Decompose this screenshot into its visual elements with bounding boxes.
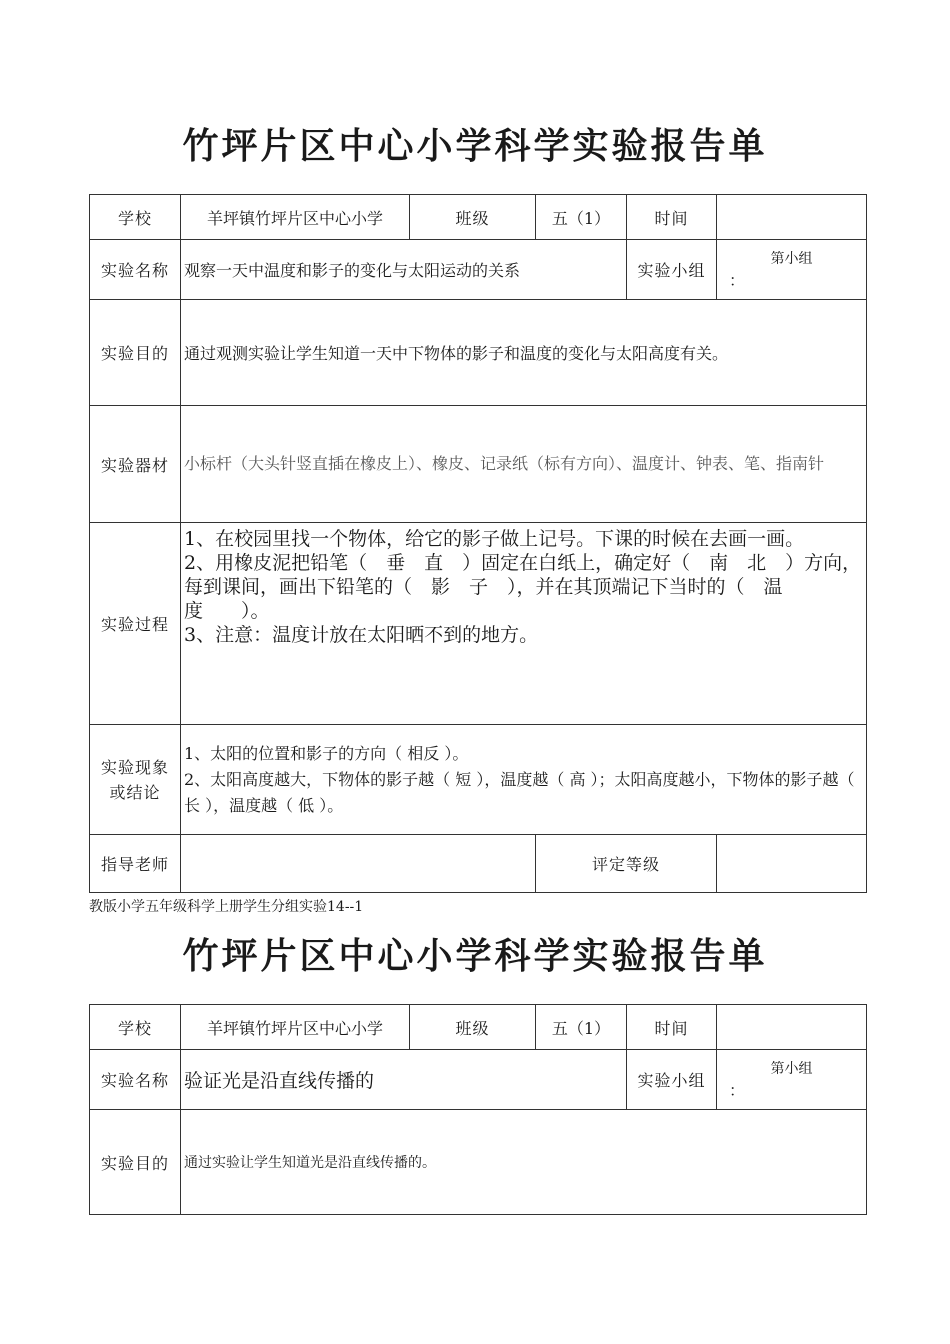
observation-content: [181, 725, 867, 835]
class-label: 班级: [410, 195, 536, 240]
observation-line-2: 2、太阳高度越大，下物体的影子越（ 短 ），温度越（ 高 ）；太阳高度越小，下物体的影子越（ 长 ），温度越（ 低 ）。: [184, 769, 855, 815]
materials-value: 小标杆（大头针竖直插在橡皮上）、橡皮、记录纸（标有方向）、温度计、钟表、笔、指南针: [181, 406, 867, 523]
teacher-label: 指导老师: [90, 835, 181, 893]
report-title: 竹坪片区中心小学科学实验报告单: [182, 125, 768, 167]
group-colon: ：: [729, 271, 746, 290]
experiment-name-value: 验证光是沿直线传播的: [181, 1050, 627, 1110]
group-number-text: 第小组: [770, 251, 813, 267]
report-table-2: [89, 1004, 867, 1215]
process-step-3: 3、注意：温度计放在太阳晒不到的地方。: [184, 624, 539, 646]
grade-label: 评定等级: [536, 835, 717, 893]
report-table: [89, 194, 867, 893]
experiment-name-label: 实验名称: [90, 1050, 181, 1110]
process-step-2: 2、用橡皮泥把铅笔（ 垂 直 ）固定在白纸上，确定好（ 南 北 ）方向，每到课间，画出下铅笔的（ 影 子 ），并在其顶端记下当时的（ 温 度 ）。: [184, 552, 862, 622]
grade-value: [717, 835, 867, 893]
group-value: [717, 1050, 867, 1110]
group-label: 实验小组: [627, 1050, 717, 1110]
materials-label: 实验器材: [90, 406, 181, 523]
teacher-value: [181, 835, 536, 893]
process-label: 实验过程: [90, 523, 181, 725]
school-label: 学校: [90, 195, 181, 240]
school-value: 羊坪镇竹坪片区中心小学: [181, 195, 410, 240]
report-title-2: 竹坪片区中心小学科学实验报告单: [182, 935, 768, 977]
group-number-text: 第小组: [770, 1061, 813, 1077]
purpose-label: 实验目的: [90, 300, 181, 406]
process-step-1: 1、在校园里找一个物体，给它的影子做上记号。下课的时候在去画一画。: [184, 528, 805, 550]
group-colon: ：: [729, 1081, 746, 1100]
school-label: 学校: [90, 1005, 181, 1050]
time-label: 时间: [627, 195, 717, 240]
observation-label: [90, 725, 181, 835]
class-value: 五（1）: [536, 195, 627, 240]
group-value: [717, 240, 867, 300]
observation-label-line-2: 或结论: [109, 782, 161, 802]
purpose-value: 通过观测实验让学生知道一天中下物体的影子和温度的变化与太阳高度有关。: [181, 300, 867, 406]
experiment-name-label: 实验名称: [90, 240, 181, 300]
class-value: 五（1）: [536, 1005, 627, 1050]
school-value: 羊坪镇竹坪片区中心小学: [181, 1005, 410, 1050]
experiment-name-value: 观察一天中温度和影子的变化与太阳运动的关系: [181, 240, 627, 300]
time-label: 时间: [627, 1005, 717, 1050]
class-label: 班级: [410, 1005, 536, 1050]
purpose-label: 实验目的: [90, 1110, 181, 1215]
time-value: [717, 195, 867, 240]
process-content: [181, 523, 867, 725]
time-value: [717, 1005, 867, 1050]
observation-label-line-1: 实验现象: [100, 757, 169, 777]
purpose-value: 通过实验让学生知道光是沿直线传播的。: [181, 1110, 867, 1215]
footer-note: 教版小学五年级科学上册学生分组实验14--1: [89, 899, 364, 915]
group-label: 实验小组: [627, 240, 717, 300]
observation-line-1: 1、太阳的位置和影子的方向（ 相反 ）。: [184, 743, 469, 763]
